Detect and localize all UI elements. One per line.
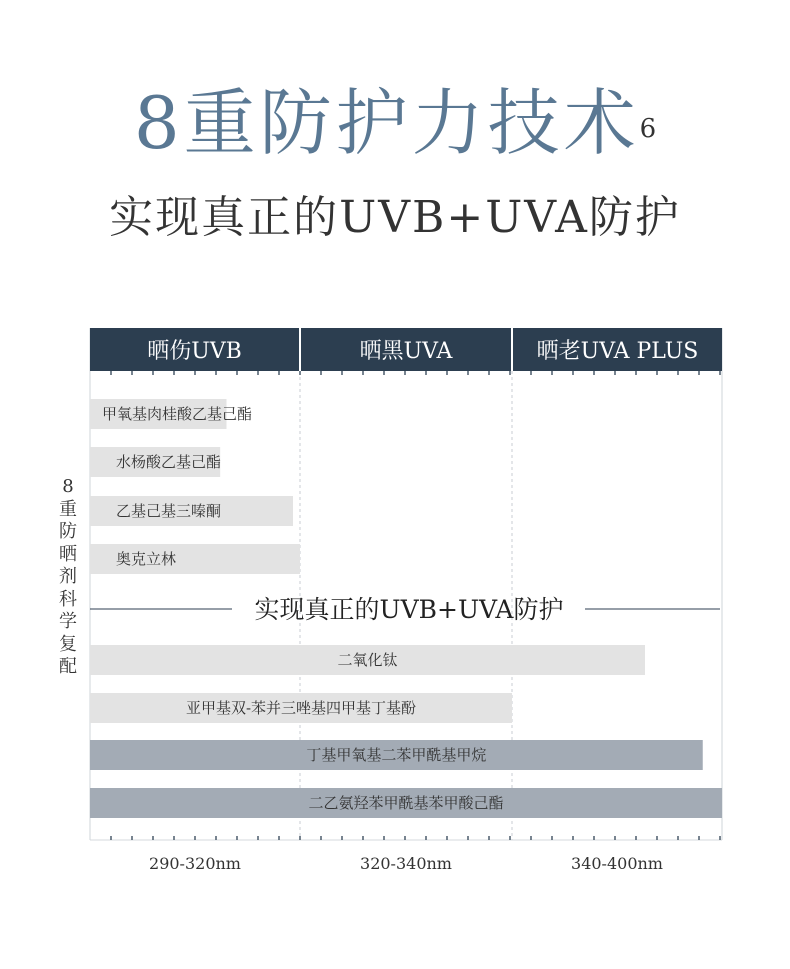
band-header-label: 晒伤UVB xyxy=(147,339,242,364)
band-range-label: 320-340nm xyxy=(360,854,452,873)
side-label-char: 学 xyxy=(59,611,77,632)
band-header-label: 晒老UVA PLUS xyxy=(536,339,699,364)
band-range-label: 290-320nm xyxy=(149,854,241,873)
band-header-label: 晒黑UVA xyxy=(359,339,453,364)
ingredient-label: 二氧化钛 xyxy=(337,651,398,669)
side-label-char: 8 xyxy=(62,476,74,497)
ingredient-label: 水杨酸乙基己酯 xyxy=(116,453,222,471)
ingredient-label: 奥克立林 xyxy=(116,550,177,568)
ingredient-label: 丁基甲氧基二苯甲酰基甲烷 xyxy=(306,746,487,764)
page-title: 8重防护力技术$^6$ xyxy=(133,81,657,165)
side-label-char: 晒 xyxy=(59,543,77,565)
side-label-char: 科 xyxy=(59,588,77,610)
ingredient-label: 二乙氨羟苯甲酰基苯甲酸己酯 xyxy=(308,794,504,812)
side-label-char: 重 xyxy=(59,498,77,520)
ingredient-label: 甲氧基肉桂酸乙基己酯 xyxy=(102,405,253,423)
side-label-char: 防 xyxy=(59,521,77,542)
ingredient-label: 乙基己基三嗪酮 xyxy=(116,502,222,520)
footnote-marker: 6 xyxy=(639,114,657,144)
side-label-char: 复 xyxy=(59,633,77,655)
divider-label: 实现真正的UVB+UVA防护 xyxy=(254,595,564,624)
side-label-char: 配 xyxy=(59,656,77,677)
band-range-label: 340-400nm xyxy=(571,854,663,873)
page-subtitle: 实现真正的UVB+UVA防护 xyxy=(109,192,681,243)
ingredient-label: 亚甲基双-苯并三唑基四甲基丁基酚 xyxy=(185,699,417,717)
side-label-char: 剂 xyxy=(59,566,77,587)
